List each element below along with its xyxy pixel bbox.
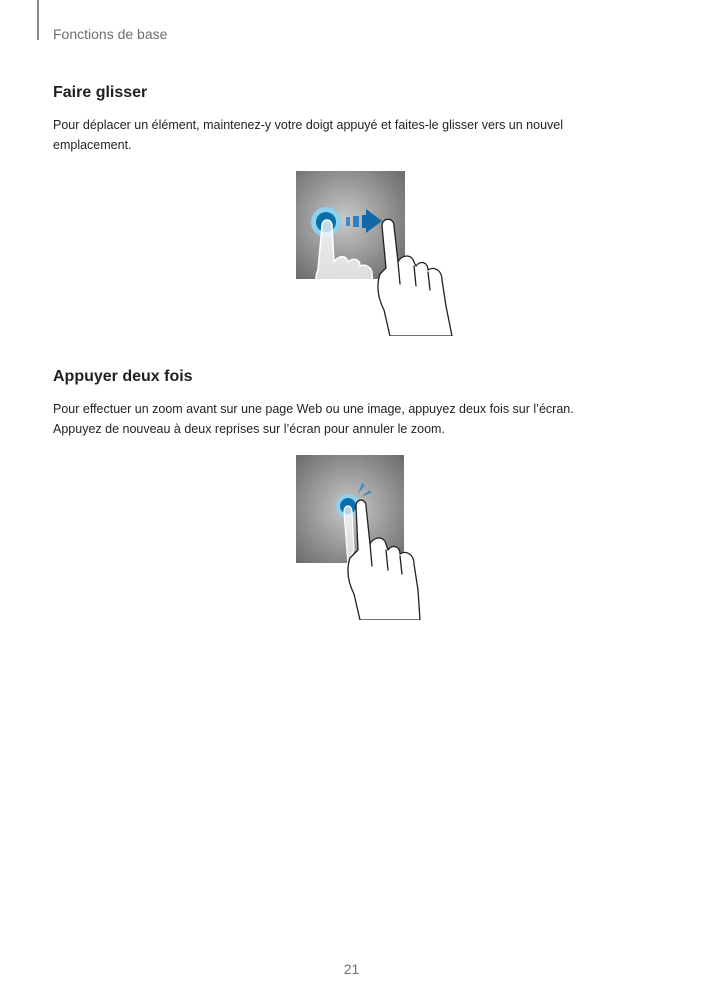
page-number: 21 [343,961,360,977]
chapter-title: Fonctions de base [53,26,168,42]
header-rule [37,0,39,40]
text-line: Pour déplacer un élément, maintenez-y votre doigt appuyé et faites-le glisser vers un nouvel [53,118,564,132]
section-title-double-tap: Appuyer deux fois [53,368,193,385]
hand-end-icon [378,219,452,336]
drag-gesture-icon [296,170,456,336]
section-text-double-tap [53,399,643,439]
text-line: Appuyez de nouveau à deux reprises sur l’écran pour annuler le zoom. [53,422,445,436]
text-line: Pour effectuer un zoom avant sur une page Web ou une image, appuyez deux fois sur l’écran. [53,402,574,416]
section-text-drag [53,115,643,155]
text-line: emplacement. [53,138,132,152]
double-tap-gesture-icon [296,454,422,620]
section-title-drag: Faire glisser [53,84,148,101]
